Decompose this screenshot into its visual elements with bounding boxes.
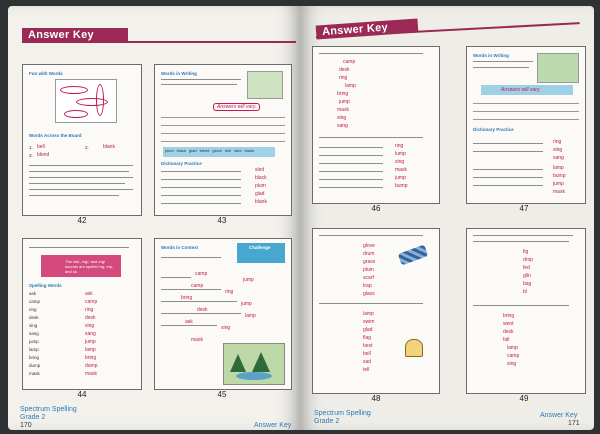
text-line: [319, 187, 383, 188]
spelling-word: ask: [29, 291, 37, 296]
p43-answer-2: black: [255, 175, 267, 181]
text-line: [161, 171, 241, 172]
p45-answer-4: ring: [225, 289, 234, 295]
text-line: [473, 177, 543, 178]
p47-answer-banner: [481, 85, 573, 95]
p48-answer-10: glad: [363, 327, 373, 333]
bank-word: plum: [165, 148, 174, 153]
text-line: [319, 137, 423, 138]
spelling-word: sing: [29, 323, 38, 328]
p47-answer-7: mask: [553, 189, 565, 195]
p49-answer-9: desk: [503, 329, 514, 335]
camp-scene-image: [223, 343, 285, 385]
p49-answer-13: sing: [507, 361, 517, 367]
p46-answer-5: bring: [337, 91, 349, 97]
answer-banner-text: Answers will vary.: [501, 87, 541, 93]
map-image: [247, 71, 283, 99]
p48-answer-3: grass: [363, 259, 376, 265]
p48-answer-15: tell: [363, 367, 370, 373]
p47-answer-2: sing: [553, 147, 563, 153]
p44-answer: dump: [85, 363, 98, 369]
bell-icon: [405, 339, 423, 357]
text-line: [161, 179, 241, 180]
spelling-word: jump: [29, 339, 39, 344]
footer-left-grade: Grade 2: [20, 414, 46, 421]
p49-answer-11: lamp: [507, 345, 518, 351]
p42-label-1: 1.: [29, 145, 33, 150]
text-line: [319, 147, 383, 148]
left-page: [8, 6, 300, 430]
lake-icon: [236, 372, 272, 380]
text-line: [473, 235, 573, 236]
phonics-box-text: The /nk/, /ng/, and /ng/ sounds are spelled ng, mp, and sk.: [65, 259, 114, 274]
p47-answer-5: bump: [553, 173, 566, 179]
p45-answer-6: jump: [241, 301, 252, 307]
p44-answer: lamp: [85, 347, 96, 353]
writing-line: [161, 125, 285, 126]
p48-answer-6: trap: [363, 283, 372, 289]
text-line: [161, 301, 237, 302]
text-line: [161, 313, 241, 314]
phonics-box: [41, 255, 121, 277]
answer-key-header-right: Answer Key: [316, 18, 419, 39]
p44-answer: jump: [85, 339, 96, 345]
spelling-word: bring: [29, 355, 40, 360]
p48-answer-8: lamp: [363, 311, 374, 317]
text-line: [161, 203, 241, 204]
p43-title: Words in Writing: [161, 71, 197, 76]
bank-word: blend: [199, 148, 210, 153]
p43-answer-5: blank: [255, 199, 267, 205]
p44-answer: bring: [85, 355, 97, 361]
text-line: [319, 171, 383, 172]
p46-answer-13: mask: [395, 167, 407, 173]
thumbnail-page-42: [22, 64, 142, 216]
p46-answer-14: jump: [395, 175, 406, 181]
text-line: [473, 185, 543, 186]
text-line: [473, 151, 543, 152]
text-line: [473, 169, 543, 170]
text-line: [29, 177, 133, 178]
writing-line: [473, 111, 579, 112]
text-line: [161, 257, 221, 258]
p43-section: Dictionary Practice: [161, 161, 202, 166]
p46-answer-2: desk: [339, 67, 350, 73]
found-word-circle: [60, 86, 88, 94]
p47-answer-4: lamp: [553, 165, 564, 171]
p46-answer-12: sing: [395, 159, 405, 165]
p45-answer-8: lamp: [245, 313, 256, 319]
p45-answer-1: camp: [195, 271, 208, 277]
text-line: [473, 305, 569, 306]
text-line: [473, 67, 529, 68]
p48-answer-4: plum: [363, 267, 374, 273]
p47-answer-6: jump: [553, 181, 564, 187]
page-number-48: 48: [371, 394, 381, 403]
p45-answer-3: camp: [191, 283, 204, 289]
p46-answer-6: jump: [339, 99, 350, 105]
text-line: [161, 187, 241, 188]
word-search-grid: [55, 79, 117, 123]
thumbnail-page-49: [466, 228, 586, 394]
bank-word: blank: [244, 148, 255, 153]
text-line: [161, 325, 217, 326]
p47-answer-3: sang: [553, 155, 564, 161]
p47-section: Dictionary Practice: [473, 127, 514, 132]
p42-label-3: 3.: [29, 153, 33, 158]
text-line: [161, 195, 241, 196]
p42-title: Fun with Words: [29, 71, 63, 76]
writing-line: [161, 117, 285, 118]
text-line: [29, 195, 119, 196]
p46-answer-15: bump: [395, 183, 408, 189]
bank-word: glove: [212, 148, 222, 153]
thumbnail-page-43: [154, 64, 292, 216]
p45-answer-7: desk: [197, 307, 208, 313]
footer-right-answer-key: Answer Key: [540, 412, 578, 419]
bank-word: black: [176, 148, 187, 153]
p49-answer-12: camp: [507, 353, 520, 359]
writing-line: [161, 133, 285, 134]
text-line: [473, 61, 533, 62]
spelling-word-list: [29, 291, 135, 379]
page-number-47: 47: [519, 204, 529, 213]
scarf-icon: [398, 245, 428, 266]
bank-word: bell: [224, 148, 232, 153]
text-line: [319, 235, 423, 236]
spelling-word: sang: [29, 331, 39, 336]
tree-icon: [230, 354, 246, 372]
p45-answer-10: sing: [221, 325, 231, 331]
p44-title: Spelling Words: [29, 283, 62, 288]
text-line: [29, 247, 129, 248]
p46-answer-9: sang: [337, 123, 348, 129]
page-number-45: 45: [217, 390, 227, 399]
p46-answer-7: mask: [337, 107, 349, 113]
tree-icon: [252, 352, 270, 372]
park-image: [537, 53, 579, 83]
text-line: [161, 277, 191, 278]
thumbnail-page-46: [312, 46, 440, 204]
text-line: [161, 84, 237, 85]
text-line: [319, 163, 383, 164]
spelling-word: lamp: [29, 347, 39, 352]
p48-answer-12: best: [363, 343, 373, 349]
challenge-label: Challenge: [249, 245, 271, 250]
found-word-circle: [96, 84, 104, 116]
text-line: [319, 155, 383, 156]
header-rule: [22, 41, 296, 43]
p44-answer: ask: [85, 291, 93, 297]
spelling-word: desk: [29, 315, 39, 320]
spelling-word: ring: [29, 307, 37, 312]
spelling-word: dump: [29, 363, 41, 368]
footer-left-page-number: 170: [20, 422, 32, 429]
p47-answer-1: ring: [553, 139, 562, 145]
p48-answer-13: bell: [363, 351, 371, 357]
p44-answer: desk: [85, 315, 96, 321]
thumbnail-page-44: [22, 238, 142, 390]
p48-answer-2: drum: [363, 251, 375, 257]
p43-answer-1: sled: [255, 167, 265, 173]
thumbnail-page-45: [154, 238, 292, 390]
writing-line: [473, 119, 579, 120]
p44-answer: sang: [85, 331, 96, 337]
text-line: [473, 143, 543, 144]
page-number-44: 44: [77, 390, 87, 399]
p46-answer-3: ring: [339, 75, 348, 81]
footer-right-grade: Grade 2: [314, 418, 340, 425]
text-line: [161, 79, 241, 80]
text-line: [29, 165, 133, 166]
writing-line: [161, 141, 285, 142]
p49-answer-10: fall: [503, 337, 510, 343]
p49-answer-3: fed: [523, 265, 530, 271]
found-word-circle: [64, 110, 88, 118]
word-bank: [163, 147, 275, 157]
p43-answer-3: plum: [255, 183, 266, 189]
p46-answer-1: camp: [343, 59, 356, 65]
text-line: [319, 179, 383, 180]
p44-answer: ring: [85, 307, 94, 313]
p42-answer-3: blend: [37, 152, 50, 158]
p49-answer-7: bring: [503, 313, 515, 319]
text-line: [319, 303, 423, 304]
page-number-49: 49: [519, 394, 529, 403]
p45-answer-9: ask: [185, 319, 193, 325]
p42-section: Words Across the Board: [29, 133, 82, 138]
footer-left-title: Spectrum Spelling: [20, 406, 77, 413]
text-line: [319, 53, 423, 54]
page-number-46: 46: [371, 204, 381, 213]
p46-answer-10: ring: [395, 143, 404, 149]
p45-answer-5: bring: [181, 295, 193, 301]
spelling-word: mask: [29, 371, 40, 376]
p43-answer-4: glad: [255, 191, 265, 197]
p48-answer-9: swim: [363, 319, 375, 325]
p42-answer-2: blank: [103, 144, 115, 150]
p49-answer-8: went: [503, 321, 514, 327]
bank-word: glad: [189, 148, 197, 153]
p42-label-2: 2.: [85, 145, 89, 150]
p48-answer-14: sad: [363, 359, 372, 365]
p48-answer-5: scarf: [363, 275, 374, 281]
spelling-word: camp: [29, 299, 41, 304]
p48-answer-1: glove: [363, 243, 375, 249]
writing-line: [473, 103, 579, 104]
footer-left-answer-key: Answer Key: [254, 422, 292, 429]
p45-answer-11: mask: [191, 337, 203, 343]
p49-answer-5: bag: [523, 281, 532, 287]
p49-answer-6: bl: [523, 289, 527, 295]
answer-key-header: Answer Key: [22, 28, 128, 42]
p46-answer-4: lamp: [345, 83, 356, 89]
thumbnail-page-47: [466, 46, 586, 204]
text-line: [161, 289, 221, 290]
p49-answer-1: fig: [523, 249, 529, 255]
text-line: [29, 183, 125, 184]
bank-word: sled: [234, 148, 242, 153]
p45-title: Words in Context: [161, 245, 199, 250]
text-line: [29, 171, 129, 172]
right-page: [300, 6, 594, 430]
footer-right-page-number: 171: [568, 420, 580, 427]
p44-answer: sing: [85, 323, 95, 329]
footer-right-title: Spectrum Spelling: [314, 410, 371, 417]
page-number-42: 42: [77, 216, 87, 225]
p44-answer: camp: [85, 299, 98, 305]
p42-answer-1: bell: [37, 144, 45, 150]
p49-answer-2: drop: [523, 257, 534, 263]
text-line: [473, 241, 569, 242]
text-line: [29, 189, 133, 190]
p44-answer: mask: [85, 371, 97, 377]
p46-answer-8: sing: [337, 115, 347, 121]
p43-answer-banner: Answers will vary.: [213, 103, 260, 111]
p48-answer-7: glass: [363, 291, 375, 297]
p45-answer-2: jump: [243, 277, 254, 283]
p47-title: Words in Writing: [473, 53, 509, 58]
p46-answer-11: lump: [395, 151, 406, 157]
challenge-box: [237, 243, 285, 263]
thumbnail-page-48: [312, 228, 440, 394]
page-number-43: 43: [217, 216, 227, 225]
p49-answer-4: glin: [523, 273, 531, 279]
p48-answer-11: flag: [363, 335, 372, 341]
